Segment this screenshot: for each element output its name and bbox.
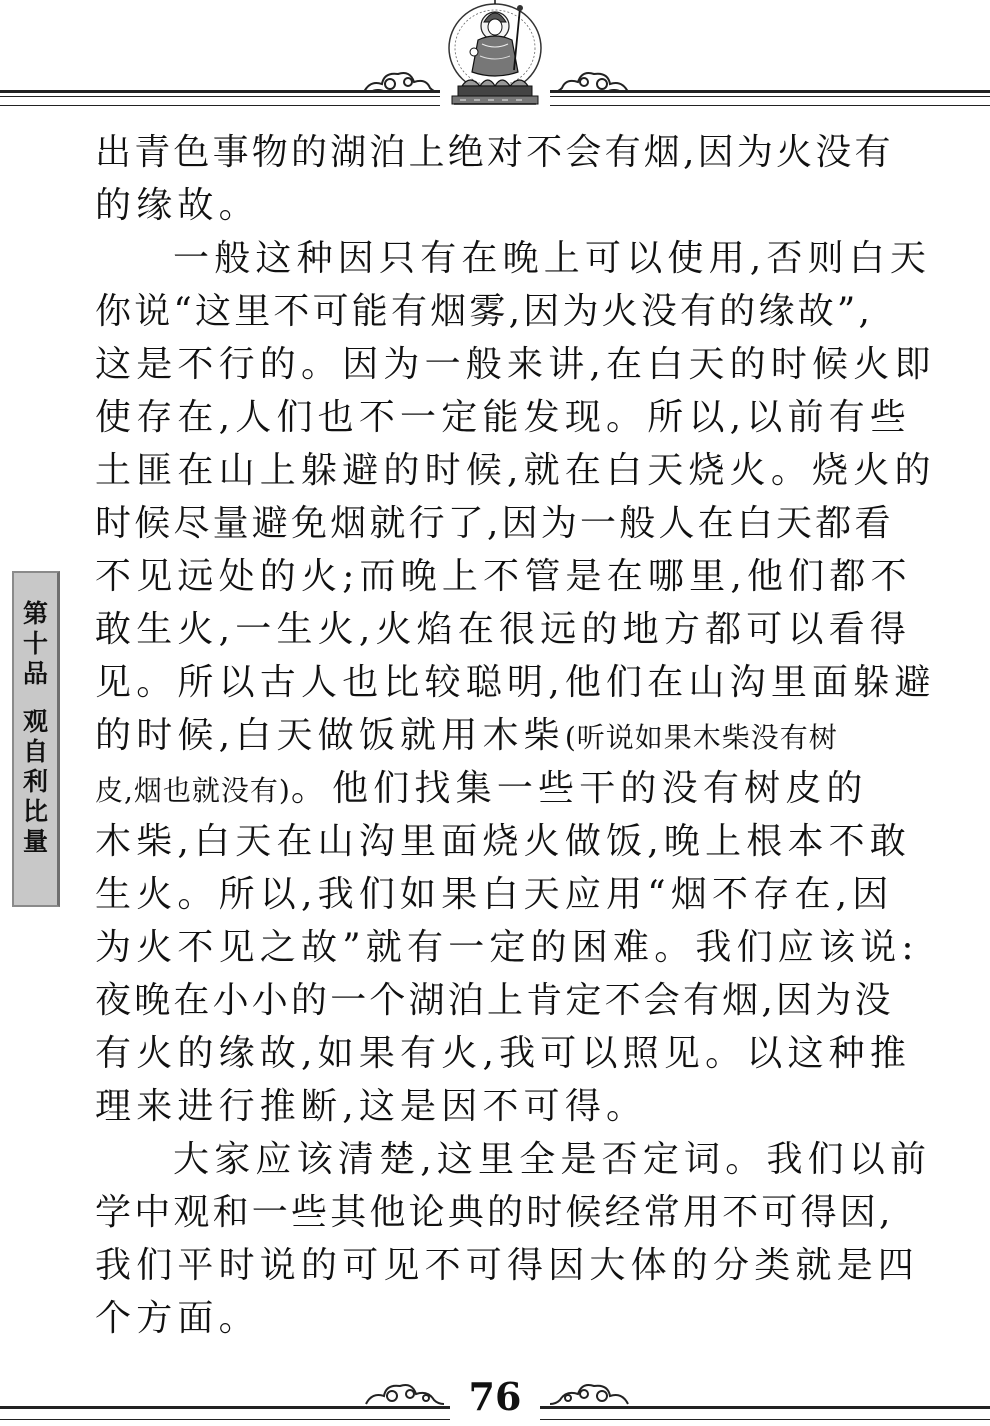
text-line: 理来进行推断,这是因不可得。	[95, 1086, 648, 1127]
side-tab-char: 十	[22, 629, 48, 658]
side-tab-char: 自	[22, 737, 48, 766]
text-line: 这是不行的。因为一般来讲,在白天的时候火即	[95, 344, 936, 385]
side-tab-char: 观	[22, 707, 48, 736]
side-tab-char: 量	[22, 827, 48, 856]
footer-rule-right	[540, 1406, 990, 1416]
text-line: 土匪在山上躲避的时候,就在白天烧火。烧火的	[95, 450, 936, 491]
text-line: 学中观和一些其他论典的时候经常用不可得因,	[95, 1192, 894, 1233]
page-footer	[0, 1360, 990, 1426]
cloud-ornament-icon	[360, 66, 440, 96]
cloud-ornament-icon	[548, 1376, 632, 1406]
text-line: 一般这种因只有在晚上可以使用,否则白天	[173, 238, 932, 279]
text-line: 你说“这里不可能有烟雾,因为火没有的缘故”,	[95, 291, 874, 332]
cloud-ornament-icon	[362, 1376, 446, 1406]
text-line: 我们平时说的可见不可得因大体的分类就是四	[95, 1245, 920, 1286]
body-text	[95, 126, 936, 1345]
side-tab-char: 品	[22, 659, 48, 688]
chapter-side-tab	[12, 571, 60, 907]
parenthetical-note: 皮,烟也就没有)	[95, 774, 291, 807]
side-tab-char: 第	[22, 599, 48, 628]
text-segment: 的时候,白天做饭就用木柴	[95, 715, 565, 756]
text-line: 有火的缘故,如果有火,我可以照见。以这种推	[95, 1033, 912, 1074]
text-line: 敢生火,一生火,火焰在很远的地方都可以看得	[95, 609, 912, 650]
page-number: 76	[468, 1374, 522, 1419]
text-line: 夜晚在小小的一个湖泊上肯定不会有烟,因为没	[95, 980, 894, 1021]
text-line: 使存在,人们也不一定能发现。所以,以前有些	[95, 397, 912, 438]
text-line: 为火不见之故”就有一定的困难。我们应该说:	[95, 927, 919, 968]
text-line	[95, 709, 895, 762]
text-line: 不见远处的火;而晚上不管是在哪里,他们都不	[95, 556, 912, 597]
parenthetical-note: (听说如果木柴没有树	[564, 721, 838, 754]
text-line: 见。所以古人也比较聪明,他们在山沟里面躲避	[95, 662, 936, 703]
text-line: 时候尽量避免烟就行了,因为一般人在白天都看	[95, 503, 894, 544]
text-line: 大家应该清楚,这里全是否定词。我们以前	[173, 1139, 932, 1180]
text-line: 木柴,白天在山沟里面烧火做饭,晚上根本不敢	[95, 821, 912, 862]
buddhist-deity-emblem-icon	[440, 0, 550, 112]
text-segment: 。他们找集一些干的没有树皮的	[290, 768, 868, 809]
text-line: 个方面。	[95, 1298, 260, 1339]
text-line: 出青色事物的湖泊上绝对不会有烟,因为火没有	[95, 132, 894, 173]
footer-rule-left	[0, 1406, 450, 1416]
side-tab-char: 利	[22, 767, 48, 796]
text-line: 生火。所以,我们如果白天应用“烟不存在,因	[95, 874, 894, 915]
cloud-ornament-icon	[552, 66, 632, 96]
side-tab-char: 比	[22, 797, 48, 826]
page-header-ornament	[0, 0, 990, 120]
text-line: 的缘故。	[95, 185, 260, 226]
text-line	[95, 762, 895, 815]
